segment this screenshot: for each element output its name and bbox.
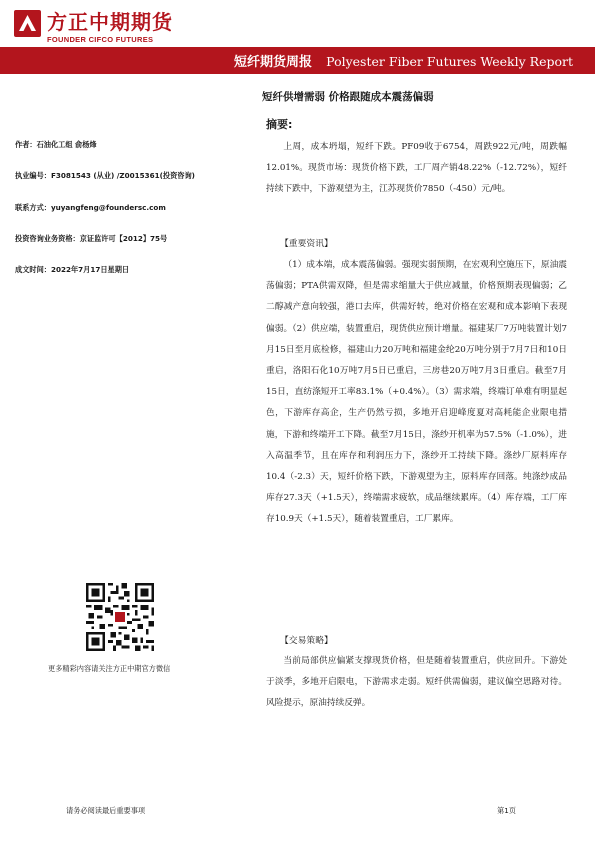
report-type-en: Polyester Fiber Futures Weekly Report bbox=[326, 54, 573, 69]
consult-license-line: 投资咨询业务资格：京证监许可【2012】75号 bbox=[15, 234, 168, 243]
key-info-paragraph: （1）成本端，成本震荡偏弱。强现实弱预期，在宏观利空施压下，原油震荡偏弱；PTA供需双降，但是需求缩量大于供应减量，价格预期表现偏弱；乙二醇减产意向较强，港口去库，供需好转，绝对价格在宏观和成本影响下表现偏弱。（2）供应端，装置重启，现货供应预计增量。福建某厂7万吨装置计划7月15日至月底检修，福建山力20万吨和福建金纶20万吨分别于7月7日和10日重启，洛阳石化10万吨7月5日已重启，三房巷20万吨7月3日重启。截至7月15日，直纺涤短开工率83.1%（+0.4%）。（3）需求端，终端订单难有明显起色，下游库存高企，生产仍然亏损，多地开启迎峰度夏对高耗能企业限电措施，下游和终端开工下降。截至7月15日，涤纱开机率为57.5%（-1.0%），进入高温季节，且在库存和利润压力下，涤纱开工持续下降。涤纱厂原料库存10.4（-2.3）天，短纤价格下跌，下游观望为主，原料库存回落。纯涤纱成品库存27.3天（+1.5天），终端需求疲软，成品继续累库。（4）库存端，工厂库存10.9天（+1.5天），随着装置重启，工厂累库。 bbox=[266, 260, 567, 525]
report-type-cn: 短纤期货周报 bbox=[234, 55, 313, 70]
company-logo bbox=[14, 10, 173, 44]
trading-strategy-paragraph: 当前局部供应偏紧支撑现货价格，但是随着装置重启，供应回升。下游处于淡季，多地开启限电，下游需求走弱。短纤供需偏弱，建议偏空思路对待。风险提示，原油持续反弹。 bbox=[266, 656, 567, 709]
date-line: 成文时间：2022年7月17日星期日 bbox=[15, 265, 130, 274]
header-banner bbox=[0, 47, 595, 74]
logo-name-en: FOUNDER CIFCO FUTURES bbox=[47, 35, 154, 44]
license-line: 执业编号：F3081543 (从业) /Z0015361(投资咨询) bbox=[15, 171, 195, 180]
key-info-heading: 【重要资讯】 bbox=[280, 239, 333, 249]
author-line: 作者：石油化工组 俞杨烽 bbox=[15, 140, 97, 149]
founder-logo-icon bbox=[14, 10, 41, 37]
trading-strategy-heading: 【交易策略】 bbox=[280, 636, 333, 646]
summary-paragraph: 上周，成本坍塌，短纤下跌。PF09收于6754，周跌922元/吨，周跌幅12.01%。现货市场：现货价格下跌，工厂周产销48.22%（-12.72%），短纤持续下跌中，下游观望为主，江苏现货价7850（-450）元/吨。 bbox=[266, 142, 567, 195]
report-header bbox=[0, 0, 595, 74]
document-title: 短纤供增需弱 价格跟随成本震荡偏弱 bbox=[262, 91, 434, 103]
qr-caption: 更多精彩内容请关注方正中期官方微信 bbox=[48, 664, 171, 673]
page-number: 第1页 bbox=[497, 806, 516, 815]
abstract-heading: 摘要: bbox=[266, 118, 293, 131]
logo-name-cn: 方正中期期货 bbox=[47, 10, 173, 34]
contact-line: 联系方式：yuyangfeng@foundersc.com bbox=[15, 203, 166, 212]
wechat-qr-code-icon bbox=[86, 583, 154, 651]
footer-disclaimer: 请务必阅读最后重要事项 bbox=[66, 806, 146, 815]
